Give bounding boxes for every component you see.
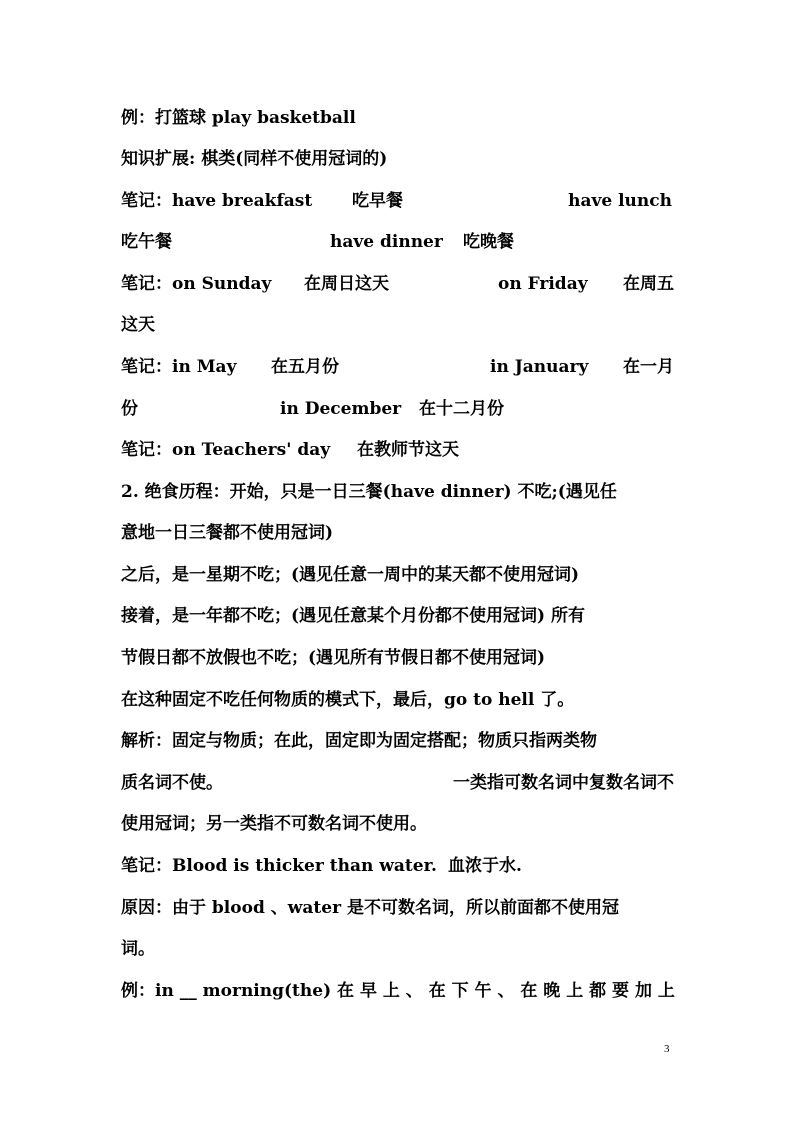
line-text: 在周日这天 [304, 274, 389, 294]
line-text: 质名词不使。 [121, 773, 223, 793]
line-text: 在五月份 [271, 357, 339, 377]
line-text: 一类指可数名词中复数名词不 [453, 773, 674, 793]
line-text: in January [490, 357, 589, 377]
reason-line [121, 892, 681, 924]
paragraph-line [121, 476, 681, 508]
line-text: 例：打篮球 play basketball [121, 108, 356, 128]
line-text: 例：in __ morning(the) 在 早 上 、 在 下 午 、 在 晚 上 都 要 加 上 [121, 981, 675, 1001]
line-text: 原因：由于 blood 、water 是不可数名词，所以前面都不使用冠 [121, 898, 619, 918]
line-text: on Friday [498, 274, 588, 294]
line-text: have lunch [568, 191, 672, 211]
page-number: 3 [664, 1043, 670, 1055]
analysis-line-continued [121, 808, 681, 840]
line-text: 血浓于水. [448, 856, 522, 876]
paragraph-line [121, 642, 681, 674]
analysis-line [121, 725, 681, 757]
line-text: 吃午餐 [121, 232, 172, 252]
line-text: 在这种固定不吃任何物质的模式下，最后，go to hell 了。 [121, 690, 575, 710]
line-text: 这天 [121, 315, 155, 335]
line-text: 在周五 [623, 274, 674, 294]
line-text: 吃早餐 [352, 191, 403, 211]
note-meals-line [121, 185, 681, 217]
note-days-line [121, 268, 681, 300]
reason-line-continued [121, 933, 681, 965]
line-text: 笔记：Blood is thicker than water. [121, 856, 437, 876]
note-blood-line [121, 850, 681, 882]
line-text: 接着，是一年都不吃；(遇见任意某个月份都不使用冠词) 所有 [121, 606, 586, 626]
example-basketball-line [121, 102, 681, 134]
line-text: 词。 [121, 939, 155, 959]
paragraph-line [121, 517, 681, 549]
line-text: 之后，是一星期不吃；(遇见任意一周中的某天都不使用冠词) [121, 565, 580, 585]
analysis-line-continued [121, 767, 681, 799]
line-text: 吃晚餐 [463, 232, 514, 252]
note-months-line [121, 351, 681, 383]
line-text: 使用冠词；另一类指不可数名词不使用。 [121, 814, 427, 834]
line-text: 在一月 [623, 357, 674, 377]
example-morning-line [121, 975, 681, 1007]
note-months-line-continued [121, 393, 681, 425]
line-text: 知识扩展: 棋类(同样不使用冠词的) [121, 149, 388, 169]
line-text: 份 [121, 399, 138, 419]
line-text: in December [280, 399, 402, 419]
paragraph-line [121, 559, 681, 591]
line-text: have dinner [330, 232, 443, 252]
line-text: 意地一日三餐都不使用冠词) [121, 523, 334, 543]
paragraph-line [121, 600, 681, 632]
line-text: 节假日都不放假也不吃；(遇见所有节假日都不使用冠词) [121, 648, 546, 668]
paragraph-line [121, 684, 681, 716]
line-text: 笔记：have breakfast [121, 191, 313, 211]
line-text: 2. 绝食历程：开始，只是一日三餐(have dinner) 不吃;(遇见任 [121, 482, 617, 502]
line-text: 笔记：in May [121, 357, 237, 377]
knowledge-extension-line [121, 143, 681, 175]
line-text: 在教师节这天 [357, 440, 459, 460]
note-days-line-continued [121, 309, 681, 341]
line-text: 解析：固定与物质；在此，固定即为固定搭配；物质只指两类物 [121, 731, 597, 751]
line-text: 在十二月份 [419, 399, 504, 419]
line-text: 笔记：on Sunday [121, 274, 272, 294]
note-meals-line-continued [121, 226, 681, 258]
note-teachers-day-line [121, 434, 681, 466]
line-text: 笔记：on Teachers' day [121, 440, 331, 460]
